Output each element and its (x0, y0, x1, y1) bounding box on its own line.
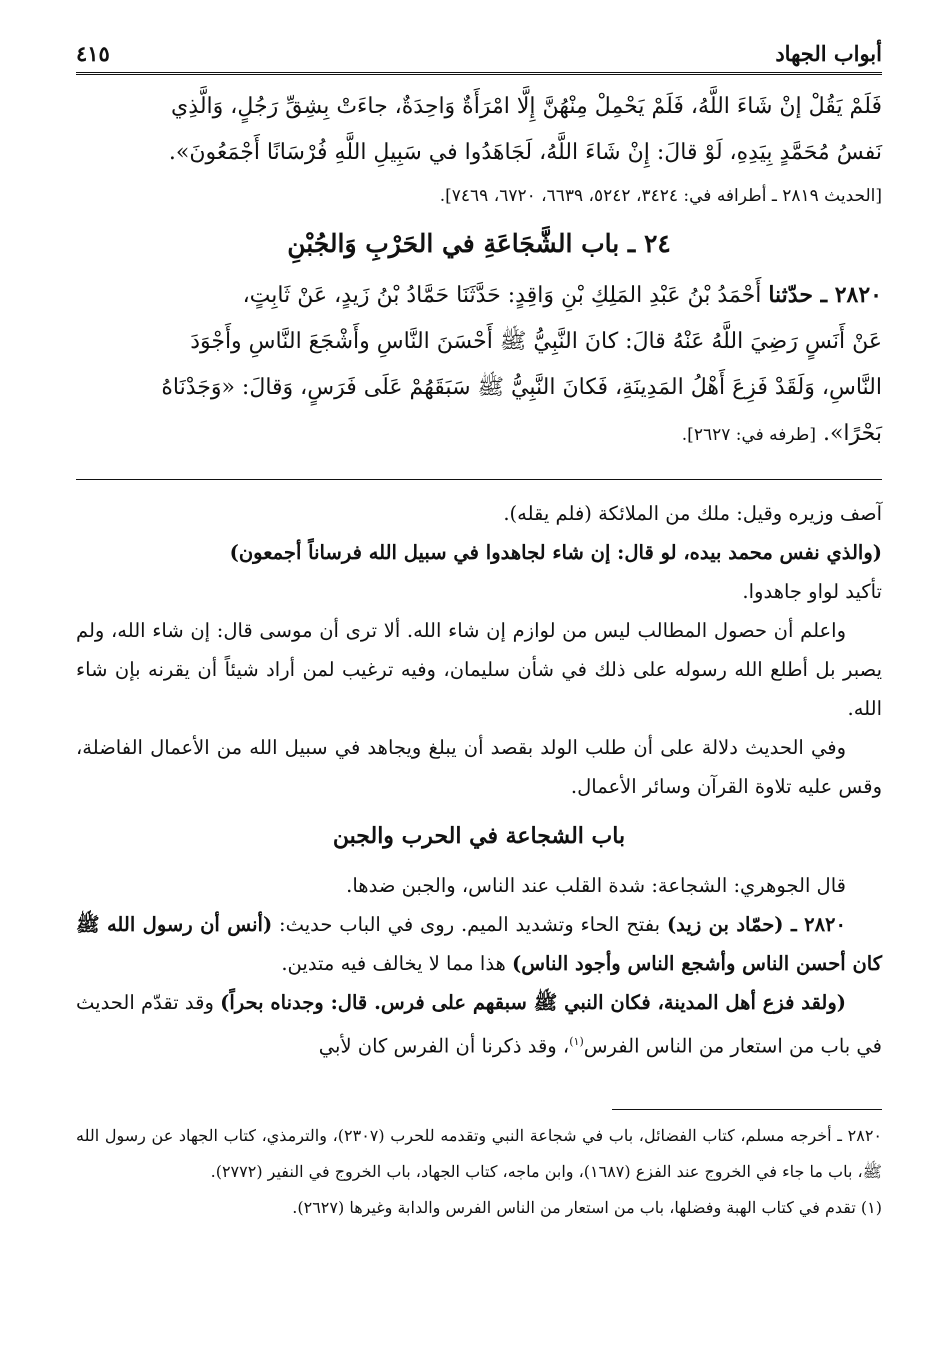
hadith-line: النَّاسِ، وَلَقَدْ فَزِعَ أَهْلُ المَدِينَةِ، فَكانَ النَّبِيُّ ﷺ سَبَقَهُمْ عَلَى فَرَسٍ، وَقالَ: «وَجَدْنَاهُ (161, 375, 882, 400)
hadith-reference: [طرفه في: ٢٦٢٧]. (681, 425, 816, 445)
footnotes-block (76, 1118, 882, 1226)
footnote: (١) تقدم في كتاب الهبة وفضلها، باب من استعار من الناس الفرس والدابة وغيرها (٢٦٢٧). (292, 1198, 882, 1217)
commentary-paragraph: تأكيد لواو جاهدوا. (742, 580, 882, 603)
commentary-paragraph: واعلم أن حصول المطالب ليس من لوازم إن شاء الله. ألا ترى أن موسى قال: إن شاء الله، ولم يصبر بل أطلع الله رسوله على ذلك في شأن سليمان، وفيه ترغيب لمن أراد شيئاً أن يقرنه بإن شاء الله. (76, 619, 882, 720)
hadith-number: ٢٨٢٠ ـ حدّثنا (768, 282, 882, 308)
commentary-quote: (ولقد فزع أهل المدينة، فكان النبي ﷺ سبقهم على فرس. قال: وجدناه بحراً) (220, 991, 846, 1014)
commentary-block (76, 494, 882, 1066)
commentary-paragraph (76, 905, 882, 983)
commentary-paragraph: آصف وزيره وقيل: ملك من الملائكة (فلم يقله). (503, 502, 882, 525)
commentary-text: بفتح الحاء وتشديد الميم. روى في الباب حديث: (272, 913, 667, 936)
commentary-chapter-title: باب الشجاعة في الحرب والجبن (332, 823, 626, 849)
section-divider (76, 479, 882, 480)
chapter-title: ٢٤ ـ باب الشَّجَاعَةِ في الحَرْبِ وَالجُبْنِ (287, 229, 671, 258)
commentary-text: هذا مما لا يخالف فيه متدين. (281, 952, 513, 975)
commentary-paragraph (76, 983, 882, 1066)
commentary-quote: (والذي نفس محمد بيده، لو قال: إن شاء لجاهدوا في سبيل الله فرساناً أجمعون) (229, 541, 882, 564)
page-header (76, 32, 882, 66)
footnote: ٢٨٢٠ ـ أخرجه مسلم، كتاب الفضائل، باب في شجاعة النبي وتقدمه للحرب (٢٣٠٧)، والترمذي، كتاب الجهاد عن رسول الله ﷺ، باب ما جاء في الخروج عند الفزع (١٦٨٧)، وابن ماجه، كتاب الجهاد، باب الخروج في النفير (٢٧٧٢). (76, 1126, 882, 1181)
hadith-line: فَلَمْ يَقُلْ إنْ شَاءَ اللَّهُ، فَلَمْ يَحْمِلْ مِنْهُنَّ إِلَّا امْرَأَةٌ وَاحِدَةٌ، جاءَتْ بِشِقِّ رَجُلٍ، وَالَّذِي (171, 94, 882, 119)
running-head: أبواب الجهاد (775, 41, 882, 66)
hadith-line: نَفسُ مُحَمَّدٍ بِيَدِهِ، لَوْ قالَ: إِنْ شَاءَ اللَّهُ، لَجَاهَدُوا في سَبِيلِ اللَّهِ فُرْسَانًا أَجْمَعُونَ». (168, 140, 882, 165)
commentary-paragraph: قال الجوهري: الشجاعة: شدة القلب عند الناس، والجبن ضدها. (346, 874, 846, 897)
hadith-isnad: أَحْمَدُ بْنُ عَبْدِ المَلِكِ بْنِ وَاقِدٍ: حَدَّثَنَا حَمَّادُ بْنُ زَيدٍ، عَنْ ثَابِتٍ، (242, 283, 762, 308)
footnote-marker: (١) (569, 1035, 584, 1048)
header-rule (76, 72, 882, 75)
hadith-reference: [الحديث ٢٨١٩ ـ أطرافه في: ٣٤٢٤، ٥٢٤٢، ٦٦٣٩، ٦٧٢٠، ٧٤٦٩]. (439, 186, 882, 206)
page-number: ٤١٥ (76, 41, 110, 66)
hadith-text-block (76, 84, 882, 457)
commentary-text: وقد تقدّم الحديث في باب من استعار من الناس الفرس (76, 991, 882, 1058)
commentary-quote: ٢٨٢٠ ـ (حمّاد بن زيد) (666, 913, 846, 936)
commentary-text: ، وقد ذكرنا أن الفرس كان لأبي (318, 1034, 570, 1058)
hadith-line (76, 411, 882, 457)
hadith-line: عَنْ أَنَسٍ رَضِيَ اللَّهُ عَنْهُ قالَ: كانَ النَّبِيُّ ﷺ أَحْسَنَ النَّاسِ وأَشْجَعَ النَّاسِ وأَجْوَدَ (190, 329, 882, 354)
commentary-paragraph: وفي الحديث دلالة على أن طلب الولد بقصد أن يبلغ ويجاهد في سبيل الله من الأعمال الفاضلة، وقس عليه تلاوة القرآن وسائر الأعمال. (76, 736, 882, 798)
hadith-line (76, 272, 882, 319)
footnote-rule (612, 1109, 882, 1110)
hadith-ending: بَحْرًا». (822, 421, 882, 446)
commentary-quote: (أنس أن رسول الله ﷺ كان أحسن الناس وأشجع الناس وأجود الناس) (76, 913, 882, 975)
